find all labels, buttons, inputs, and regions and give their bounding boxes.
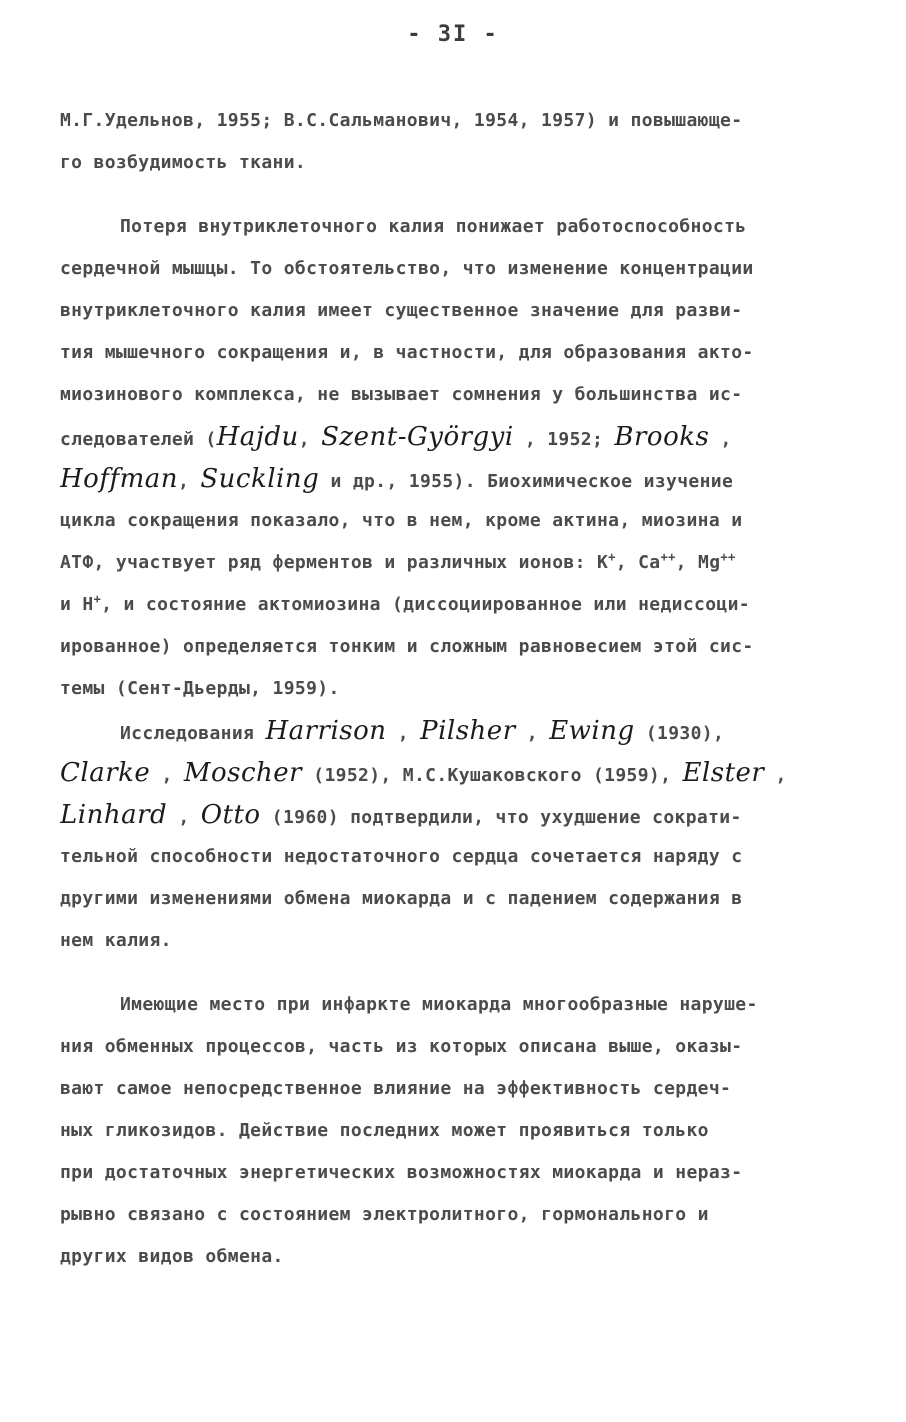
text-run: , xyxy=(150,765,184,786)
text-run: , xyxy=(515,723,550,744)
paragraph-start xyxy=(60,710,850,752)
superscript: ++ xyxy=(660,550,676,564)
handwritten-name: Clarke xyxy=(60,758,151,788)
text-line: тельной способности недостаточного сердца сочетается наряду с xyxy=(60,846,743,867)
text-line xyxy=(60,416,850,458)
superscript: + xyxy=(608,550,616,564)
text-run: и H xyxy=(60,594,94,615)
text-run: , и состояние актомиозина (диссоциированное или недиссоци- xyxy=(101,594,750,615)
text-run: , xyxy=(386,723,421,744)
text-line: другими изменениями обмена миокарда и с падением содержания в xyxy=(60,888,743,909)
text-line: миозинового комплекса, не вызывает сомнения у большинства ис- xyxy=(60,384,743,405)
text-line: других видов обмена. xyxy=(60,1246,284,1267)
text-run: , xyxy=(764,765,787,786)
text-line xyxy=(60,542,850,584)
text-line: го возбудимость ткани. xyxy=(60,152,307,173)
text-line: рывно связано с состоянием электролитного, гормонального и xyxy=(60,1204,709,1225)
text-run: следователей ( xyxy=(60,429,217,450)
text-run: , 1952; xyxy=(513,429,615,450)
text-line xyxy=(60,752,850,794)
handwritten-name: Hajdu xyxy=(216,422,299,452)
text-line: вают самое непосредственное влияние на эффективность сердеч- xyxy=(60,1078,732,1099)
paragraph-start: Имеющие место при инфаркте миокарда многообразные наруше- xyxy=(120,994,758,1015)
text-line xyxy=(60,794,850,836)
text-line xyxy=(60,584,850,626)
handwritten-name: Suckling xyxy=(200,464,320,494)
text-run: Исследования xyxy=(120,723,266,744)
text-run: , Mg xyxy=(675,552,721,573)
text-run: и др., 1955). Биохимическое изучение xyxy=(319,471,734,492)
handwritten-name: Moscher xyxy=(183,758,303,788)
handwritten-name: Elster xyxy=(682,758,765,788)
handwritten-name: Hoffman xyxy=(60,464,178,494)
text-run: , xyxy=(167,807,201,828)
superscript: ++ xyxy=(720,550,736,564)
text-line: нем калия. xyxy=(60,930,172,951)
paragraph-start: Потеря внутриклеточного калия понижает работоспособность xyxy=(120,216,747,237)
text-run: , xyxy=(709,429,732,450)
text-run: (1960) подтвердили, что ухудшение сократи- xyxy=(260,807,742,828)
page-number: - 3I - xyxy=(407,22,499,47)
text-run: АТФ, участвует ряд ферментов и различных ионов: K xyxy=(60,552,609,573)
text-run: , Ca xyxy=(615,552,661,573)
text-line: ных гликозидов. Действие последних может проявиться только xyxy=(60,1120,709,1141)
handwritten-name: Linhard xyxy=(60,800,168,830)
text-run: , xyxy=(298,429,322,450)
handwritten-name: Ewing xyxy=(549,716,635,746)
handwritten-name: Otto xyxy=(200,800,261,830)
text-run: , xyxy=(177,471,201,492)
text-line: цикла сокращения показало, что в нем, кроме актина, миозина и xyxy=(60,510,743,531)
handwritten-name: Szent-Györgyi xyxy=(321,422,514,452)
handwritten-name: Pilsher xyxy=(420,716,516,746)
text-line: внутриклеточного калия имеет существенное значение для разви- xyxy=(60,300,743,321)
text-line: при достаточных энергетических возможностях миокарда и нераз- xyxy=(60,1162,743,1183)
text-line: ированное) определяется тонким и сложным равновесием этой сис- xyxy=(60,636,754,657)
document-body xyxy=(60,100,850,1278)
text-line: М.Г.Удельнов, 1955; В.С.Сальманович, 1954, 1957) и повышающе- xyxy=(60,110,743,131)
text-line: сердечной мышцы. То обстоятельство, что изменение концентрации xyxy=(60,258,754,279)
handwritten-name: Brooks xyxy=(614,422,710,452)
text-line: тия мышечного сокращения и, в частности, для образования акто- xyxy=(60,342,754,363)
handwritten-name: Harrison xyxy=(265,716,387,746)
text-run: (1952), М.С.Кушаковского (1959), xyxy=(302,765,683,786)
text-line: ния обменных процессов, часть из которых описана выше, оказы- xyxy=(60,1036,743,1057)
text-line: темы (Сент-Дьерды, 1959). xyxy=(60,678,340,699)
text-run: (1930), xyxy=(634,723,725,744)
superscript: + xyxy=(93,592,102,606)
text-line xyxy=(60,458,850,500)
